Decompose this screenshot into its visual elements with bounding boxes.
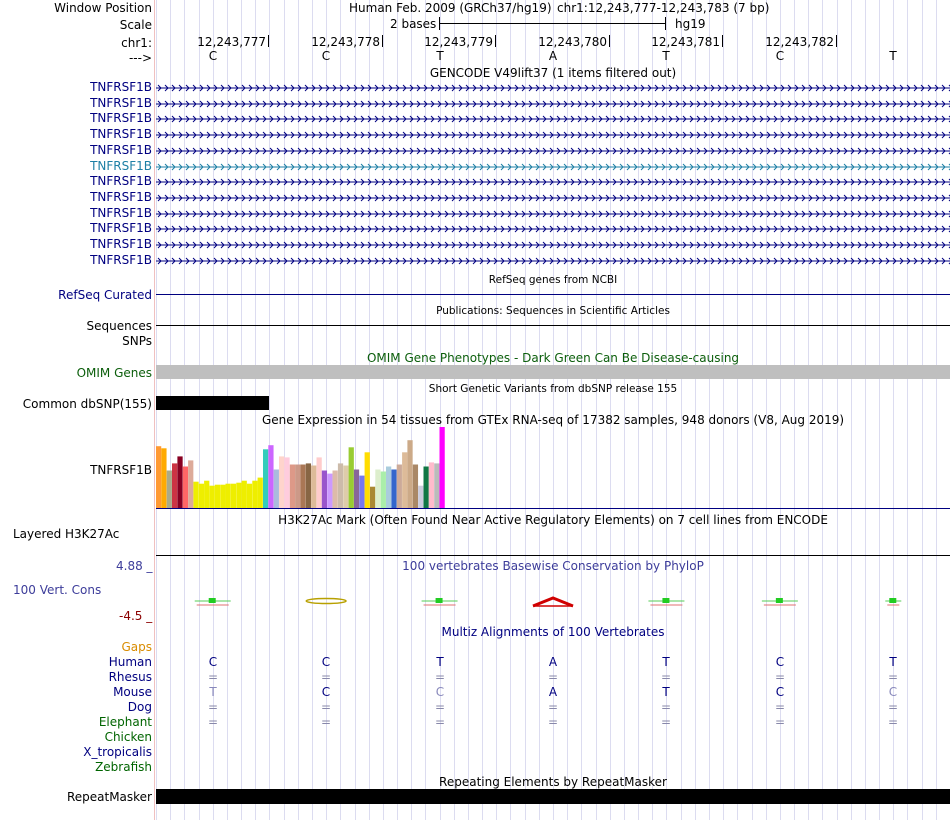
gtex-tissue-bar[interactable] (172, 463, 177, 508)
gtex-tissue-bar[interactable] (354, 470, 359, 509)
gencode-gene-label[interactable]: TNFRSF1B (90, 111, 152, 126)
gencode-gene-intron[interactable] (156, 83, 950, 93)
chr-label: chr1: (121, 36, 152, 50)
dbsnp-title[interactable]: Short Genetic Variants from dbSNP release 155 (428, 383, 678, 395)
gtex-tissue-bar[interactable] (333, 471, 338, 509)
gtex-tissue-bar[interactable] (300, 465, 305, 509)
dbsnp-label[interactable]: Common dbSNP(155) (22, 397, 152, 411)
gtex-tissue-bar[interactable] (263, 449, 268, 508)
species-base: T (662, 685, 670, 699)
refseq-line (156, 294, 950, 295)
ruler-position: 12,243,780 (538, 35, 607, 49)
gtex-tissue-bar[interactable] (365, 452, 370, 508)
gencode-gene-intron[interactable] (156, 224, 950, 234)
species-base: = (434, 670, 446, 684)
omim-bar[interactable] (156, 365, 950, 379)
gencode-gene-intron[interactable] (156, 256, 950, 266)
species-base: T (209, 685, 217, 699)
gtex-tissue-bar[interactable] (440, 427, 445, 508)
species-base: = (320, 715, 332, 729)
species-base: = (207, 670, 219, 684)
gtex-tissue-bar[interactable] (375, 470, 380, 509)
gencode-gene-intron[interactable] (156, 162, 950, 172)
species-base: = (434, 715, 446, 729)
ruler-position: 12,243,778 (311, 35, 380, 49)
gtex-tissue-bar[interactable] (407, 440, 412, 508)
db-label: hg19 (675, 17, 706, 31)
species-base: A (548, 685, 558, 699)
species-base: = (547, 715, 559, 729)
species-base: T (436, 655, 444, 669)
gencode-gene-intron[interactable] (156, 209, 950, 219)
gtex-tissue-bar[interactable] (311, 466, 316, 509)
species-base: = (887, 715, 899, 729)
gencode-gene-label[interactable]: TNFRSF1B (90, 189, 152, 204)
gtex-tissue-bar[interactable] (402, 452, 407, 508)
sequences-line (156, 325, 950, 326)
gtex-tissue-bar[interactable] (236, 483, 241, 508)
species-base: = (660, 715, 672, 729)
species-label[interactable]: Rhesus (108, 670, 152, 684)
phylop-plot[interactable] (156, 575, 950, 625)
ruler-base: T (436, 49, 444, 63)
species-base: = (207, 715, 219, 729)
gtex-title[interactable]: Gene Expression in 54 tissues from GTEx RNA-seq of 17382 samples, 948 donors (V8, Aug 2019) (261, 413, 845, 427)
species-base: A (548, 655, 558, 669)
track-label-divider (154, 0, 155, 820)
gencode-gene-label[interactable]: TNFRSF1B (90, 252, 152, 267)
species-base: = (774, 670, 786, 684)
gtex-bar-chart[interactable] (156, 427, 950, 509)
gencode-gene-intron[interactable] (156, 177, 950, 187)
gtex-tissue-bar[interactable] (220, 485, 225, 508)
gtex-tissue-bar[interactable] (188, 460, 193, 508)
ruler-position: 12,243,779 (424, 35, 493, 49)
gtex-tissue-bar[interactable] (343, 466, 348, 509)
omim-label[interactable]: OMIM Genes (76, 366, 152, 380)
gencode-gene-intron[interactable] (156, 99, 950, 109)
window-position-label: Window Position (54, 1, 152, 15)
gtex-tissue-bar[interactable] (295, 465, 300, 509)
species-label[interactable]: Chicken (104, 730, 152, 744)
ruler-base: A (548, 49, 558, 63)
gencode-gene-label[interactable]: TNFRSF1B (90, 174, 152, 189)
species-base: C (321, 655, 331, 669)
species-base: T (662, 655, 670, 669)
species-base: = (207, 700, 219, 714)
species-label[interactable]: Elephant (98, 715, 152, 729)
ruler-tick (722, 35, 723, 47)
ruler-base: C (775, 49, 785, 63)
phylop-base-score[interactable] (762, 598, 798, 605)
gtex-tissue-bar[interactable] (322, 471, 327, 509)
gtex-tissue-bar[interactable] (167, 471, 172, 509)
repeatmasker-title[interactable]: Repeating Elements by RepeatMasker (439, 775, 667, 789)
species-label[interactable]: Mouse (113, 685, 152, 699)
gtex-tissue-bar[interactable] (215, 485, 220, 508)
gencode-gene-intron[interactable] (156, 193, 950, 203)
gtex-tissue-bar[interactable] (418, 486, 423, 508)
gtex-tissue-bar[interactable] (274, 470, 279, 509)
species-base: = (547, 700, 559, 714)
gtex-tissue-bar[interactable] (327, 474, 332, 508)
species-base: C (208, 655, 218, 669)
h3k27ac-title[interactable]: H3K27Ac Mark (Often Found Near Active Regulatory Elements) on 7 cell lines from ENCODE (278, 513, 828, 527)
gencode-gene-label[interactable]: TNFRSF1B (90, 80, 152, 94)
gencode-gene-intron[interactable] (156, 146, 950, 156)
gencode-gene-label[interactable]: TNFRSF1B (90, 142, 152, 157)
species-base: = (774, 715, 786, 729)
gaps-label[interactable]: Gaps (121, 640, 152, 654)
gtex-tissue-bar[interactable] (306, 463, 311, 508)
ruler-tick (609, 35, 610, 47)
multiz-title[interactable]: Multiz Alignments of 100 Vertebrates (441, 625, 665, 639)
species-base: = (660, 700, 672, 714)
gtex-tissue-bar[interactable] (268, 445, 273, 508)
gtex-tissue-bar[interactable] (370, 487, 375, 508)
gtex-tissue-bar[interactable] (290, 465, 295, 509)
ruler-position: 12,243,777 (197, 35, 266, 49)
species-base: = (547, 670, 559, 684)
species-base: C (775, 655, 785, 669)
gencode-gene-intron[interactable] (156, 114, 950, 124)
h3k27ac-baseline (156, 555, 950, 556)
gencode-gene-label[interactable]: TNFRSF1B (90, 221, 152, 236)
gtex-tissue-bar[interactable] (381, 472, 386, 509)
ruler-base: T (662, 49, 670, 63)
scale-text: 2 bases (390, 17, 437, 31)
gtex-tissue-bar[interactable] (434, 463, 439, 508)
phylop-min-label: -4.5 _ (119, 609, 153, 623)
gtex-tissue-bar[interactable] (177, 456, 182, 508)
publications-title[interactable]: Publications: Sequences in Scientific Articles (436, 305, 670, 317)
species-base: = (774, 700, 786, 714)
gtex-tissue-bar[interactable] (424, 467, 429, 509)
gtex-tissue-bar[interactable] (252, 481, 257, 508)
ruler-position: 12,243,781 (651, 35, 720, 49)
gtex-tissue-bar[interactable] (204, 481, 209, 508)
gtex-tissue-bar[interactable] (156, 446, 161, 508)
gtex-tissue-bar[interactable] (338, 463, 343, 508)
phylop-base-score[interactable] (648, 598, 684, 605)
gtex-tissue-bar[interactable] (397, 465, 402, 509)
species-base: C (888, 685, 898, 699)
assembly-title: Human Feb. 2009 (GRCh37/hg19) (349, 1, 552, 15)
gtex-tissue-bar[interactable] (284, 457, 289, 508)
species-label[interactable]: Zebrafish (95, 760, 152, 774)
gtex-tissue-bar[interactable] (429, 462, 434, 508)
species-base: = (887, 670, 899, 684)
phylop-base-score[interactable] (533, 598, 573, 606)
gtex-tissue-bar[interactable] (349, 447, 354, 508)
gtex-tissue-bar[interactable] (279, 456, 284, 508)
phylop-max-label: 4.88 _ (116, 559, 153, 573)
strand-label: ---> (128, 51, 152, 65)
coordinates-readout: chr1:12,243,777-12,243,783 (7 bp) (557, 1, 770, 15)
repeatmasker-bar[interactable] (156, 789, 950, 804)
gtex-tissue-bar[interactable] (242, 481, 247, 508)
ruler-tick (495, 35, 496, 47)
species-base: C (321, 685, 331, 699)
gtex-tissue-bar[interactable] (258, 478, 263, 508)
phylop-label[interactable]: 100 Vert. Cons (13, 583, 102, 597)
gencode-gene-label[interactable]: TNFRSF1B (90, 95, 152, 110)
phylop-base-score[interactable] (422, 598, 458, 605)
gtex-tissue-bar[interactable] (386, 467, 391, 509)
phylop-base-score[interactable] (306, 599, 346, 604)
gtex-tissue-bar[interactable] (193, 482, 198, 508)
ruler-tick (382, 35, 383, 47)
dbsnp-variant-bar[interactable] (156, 396, 269, 410)
gencode-gene-intron[interactable] (156, 240, 950, 250)
gtex-tissue-bar[interactable] (391, 470, 396, 509)
omim-title[interactable]: OMIM Gene Phenotypes - Dark Green Can Be Disease-causing (366, 351, 740, 365)
gencode-gene-label[interactable]: TNFRSF1B (90, 158, 152, 173)
h3k27ac-label[interactable]: Layered H3K27Ac (13, 527, 120, 541)
species-label[interactable]: Dog (127, 700, 152, 714)
refseq-label[interactable]: RefSeq Curated (58, 288, 152, 302)
species-base: = (320, 700, 332, 714)
species-base: = (434, 700, 446, 714)
species-base: = (887, 700, 899, 714)
phylop-base-score[interactable] (195, 598, 231, 605)
ruler-tick (268, 35, 269, 47)
gtex-tissue-bar[interactable] (231, 484, 236, 508)
ruler-base: T (889, 49, 897, 63)
species-label[interactable]: X_tropicalis (83, 745, 152, 759)
gtex-tissue-bar[interactable] (359, 476, 364, 508)
gencode-gene-label[interactable]: TNFRSF1B (90, 205, 152, 220)
gtex-tissue-bar[interactable] (413, 465, 418, 509)
ruler-base: C (208, 49, 218, 63)
gtex-tissue-bar[interactable] (247, 484, 252, 508)
sequences-label[interactable]: Sequences (86, 319, 152, 333)
species-base: = (660, 670, 672, 684)
species-base: C (775, 685, 785, 699)
gencode-gene-label[interactable]: TNFRSF1B (90, 127, 152, 142)
ruler-position: 12,243,782 (765, 35, 834, 49)
gtex-tissue-bar[interactable] (199, 484, 204, 508)
refseq-title[interactable]: RefSeq genes from NCBI (488, 274, 618, 286)
gtex-tissue-bar[interactable] (210, 486, 215, 508)
gencode-gene-intron[interactable] (156, 130, 950, 140)
gtex-tissue-bar[interactable] (317, 457, 322, 508)
gencode-gene-label[interactable]: TNFRSF1B (90, 237, 152, 251)
phylop-base-score[interactable] (885, 598, 901, 605)
gtex-label[interactable]: TNFRSF1B (90, 463, 152, 477)
repeatmasker-label[interactable]: RepeatMasker (66, 790, 152, 804)
gtex-tissue-bar[interactable] (161, 448, 166, 508)
species-base: = (320, 670, 332, 684)
gencode-title[interactable]: GENCODE V49lift37 (1 items filtered out) (429, 66, 677, 80)
ruler-base: C (321, 49, 331, 63)
gtex-tissue-bar[interactable] (183, 467, 188, 509)
species-base: T (889, 655, 897, 669)
ruler-tick (836, 35, 837, 47)
phylop-title[interactable]: 100 vertebrates Basewise Conservation by PhyloP (402, 559, 704, 573)
snps-label[interactable]: SNPs (122, 334, 152, 348)
gtex-tissue-bar[interactable] (226, 484, 231, 508)
species-base: C (435, 685, 445, 699)
species-label[interactable]: Human (108, 655, 152, 669)
scale-label: Scale (119, 18, 152, 32)
